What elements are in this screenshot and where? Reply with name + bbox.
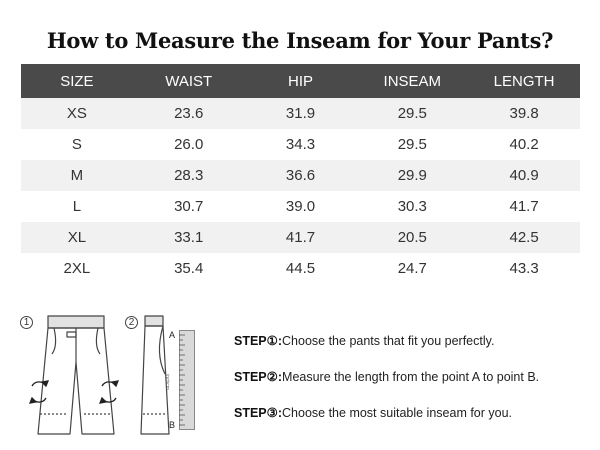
figure-pants-front: [18, 314, 128, 438]
cell-hip: 34.3: [245, 129, 357, 160]
table-row: [21, 253, 580, 284]
cell-inseam: 24.7: [356, 253, 468, 284]
cell-inseam: 29.5: [356, 98, 468, 129]
cell-inseam: 29.5: [356, 129, 468, 160]
figure-pants-side-measure: [125, 314, 225, 438]
col-header-waist: WAIST: [133, 64, 245, 98]
step-1-text: Choose the pants that fit you perfectly.: [282, 334, 495, 348]
table-row: [21, 129, 580, 160]
tape-measure-icon: [179, 330, 195, 430]
point-b-label: B: [169, 420, 176, 430]
cell-size: 2XL: [21, 253, 133, 284]
cell-size: S: [21, 129, 133, 160]
cell-length: 40.2: [468, 129, 580, 160]
step-2-label: STEP②:: [234, 370, 283, 384]
table-row: [21, 222, 580, 253]
step-1: [234, 333, 494, 348]
cell-waist: 26.0: [133, 129, 245, 160]
cell-inseam: 20.5: [356, 222, 468, 253]
cell-waist: 23.6: [133, 98, 245, 129]
step-3-text: Choose the most suitable inseam for you.: [282, 406, 513, 420]
cell-hip: 41.7: [245, 222, 357, 253]
cell-length: 39.8: [468, 98, 580, 129]
cell-size: XS: [21, 98, 133, 129]
step-3: [234, 405, 512, 420]
step-2-text: Measure the length from the point A to point B.: [282, 370, 540, 384]
tape-brand-label: inchcm: [164, 374, 170, 390]
size-chart-table: [21, 64, 580, 284]
cell-length: 42.5: [468, 222, 580, 253]
step-1-label: STEP①:: [234, 334, 283, 348]
cell-size: L: [21, 191, 133, 222]
cell-hip: 44.5: [245, 253, 357, 284]
cell-length: 41.7: [468, 191, 580, 222]
figure-number-1: 1: [20, 316, 33, 329]
cell-length: 43.3: [468, 253, 580, 284]
col-header-length: LENGTH: [468, 64, 580, 98]
page-title: How to Measure the Inseam for Your Pants?: [46, 28, 554, 53]
cell-waist: 30.7: [133, 191, 245, 222]
col-header-hip: HIP: [245, 64, 357, 98]
pants-front-icon: [18, 314, 128, 438]
cell-length: 40.9: [468, 160, 580, 191]
cell-waist: 33.1: [133, 222, 245, 253]
cell-hip: 39.0: [245, 191, 357, 222]
table-row: [21, 191, 580, 222]
cell-size: M: [21, 160, 133, 191]
table-row: [21, 160, 580, 191]
cell-hip: 36.6: [245, 160, 357, 191]
step-2: [234, 369, 539, 384]
cell-inseam: 29.9: [356, 160, 468, 191]
step-3-label: STEP③:: [234, 406, 283, 420]
table-header-row: [21, 64, 580, 98]
figure-number-2: 2: [125, 316, 138, 329]
cell-waist: 35.4: [133, 253, 245, 284]
point-a-label: A: [169, 330, 176, 340]
col-header-size: SIZE: [21, 64, 133, 98]
cell-size: XL: [21, 222, 133, 253]
cell-waist: 28.3: [133, 160, 245, 191]
cell-inseam: 30.3: [356, 191, 468, 222]
col-header-inseam: INSEAM: [356, 64, 468, 98]
cell-hip: 31.9: [245, 98, 357, 129]
table-row: [21, 98, 580, 129]
